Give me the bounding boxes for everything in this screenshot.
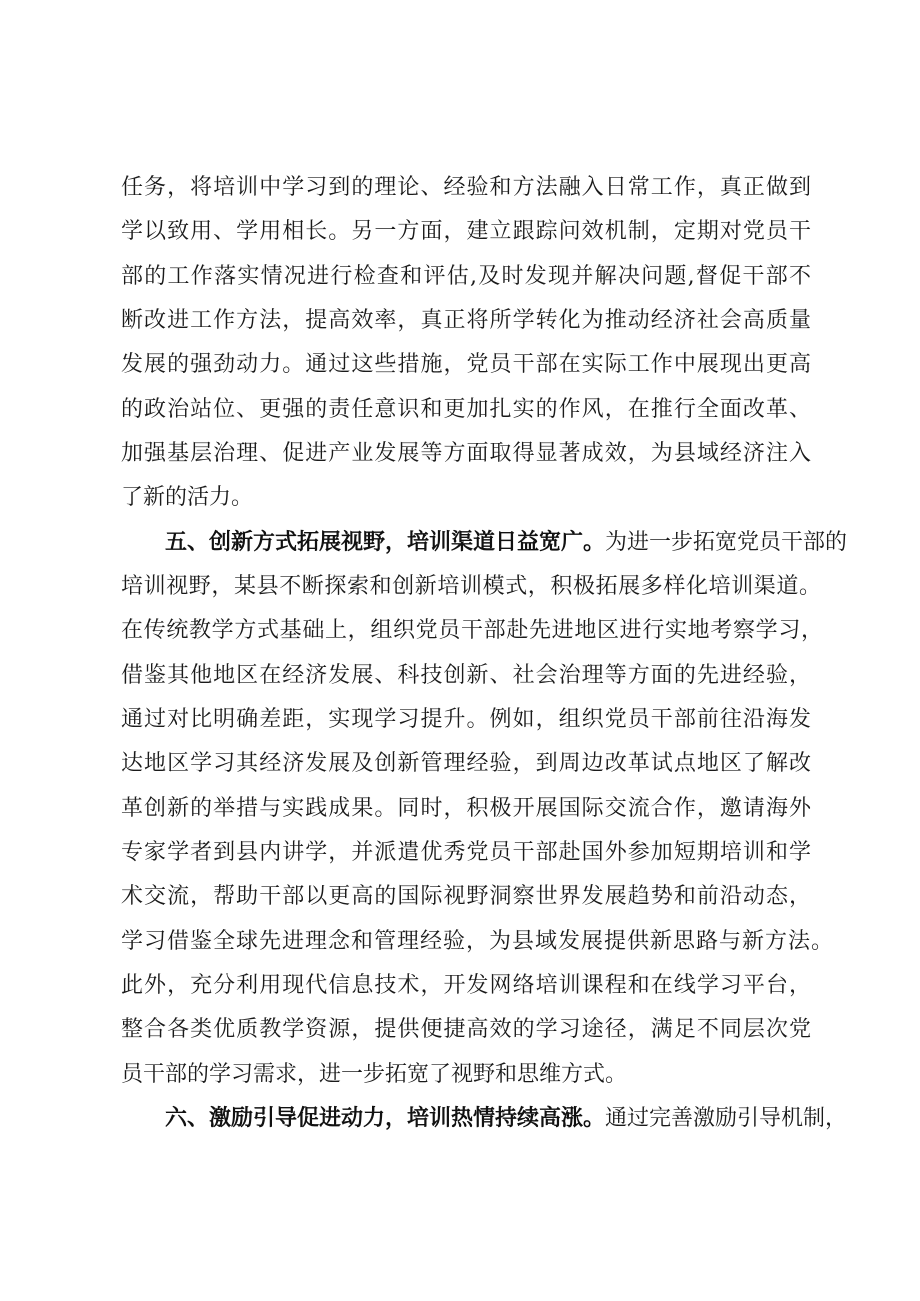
section-six-heading: 六、激励引导促进动力，培训热情持续高涨。 xyxy=(165,1106,606,1131)
body-text-line: 专家学者到县内讲学，并派遣优秀党员干部赴国外参加短期培训和学 xyxy=(121,840,811,865)
body-text-line: 学以致用、学用相长。另一方面，建立跟踪问效机制，定期对党员干 xyxy=(121,219,811,244)
body-text-line: 借鉴其他地区在经济发展、科技创新、社会治理等方面的先进经验， xyxy=(121,663,811,688)
body-text-line: 任务，将培训中学习到的理论、经验和方法融入日常工作，真正做到 xyxy=(121,175,811,200)
section-five-first-line-text: 为进一步拓宽党员干部的 xyxy=(605,530,848,555)
body-text-line: 的政治站位、更强的责任意识和更加扎实的作风，在推行全面改革、 xyxy=(121,397,811,422)
body-text-line: 了新的活力。 xyxy=(121,485,254,510)
body-text-line: 达地区学习其经济发展及创新管理经验，到周边改革试点地区了解改 xyxy=(121,751,811,776)
body-text-line: 部的工作落实情况进行检查和评估,及时发现并解决问题,督促干部不 xyxy=(121,264,811,289)
section-five-first-line xyxy=(165,521,848,565)
body-text-line: 断改进工作方法，提高效率，真正将所学转化为推动经济社会高质量 xyxy=(121,308,811,333)
body-text-line: 此外，充分利用现代信息技术，开发网络培训课程和在线学习平台， xyxy=(121,973,811,998)
section-five-heading: 五、创新方式拓展视野，培训渠道日益宽广。 xyxy=(165,530,606,555)
body-text-line: 加强基层治理、促进产业发展等方面取得显著成效，为县域经济注入 xyxy=(121,441,811,466)
body-text-line: 通过对比明确差距，实现学习提升。例如，组织党员干部前往沿海发 xyxy=(121,707,811,732)
body-text-line: 整合各类优质教学资源，提供便捷高效的学习途径，满足不同层次党 xyxy=(121,1017,811,1042)
body-text-line: 革创新的举措与实践成果。同时，积极开展国际交流合作，邀请海外 xyxy=(121,796,811,821)
section-six-first-line-text: 通过完善激励引导机制， xyxy=(605,1106,848,1131)
body-text-line: 培训视野，某县不断探索和创新培训模式，积极拓展多样化培训渠道。 xyxy=(121,574,821,599)
body-text-line: 发展的强劲动力。通过这些措施，党员干部在实际工作中展现出更高 xyxy=(121,352,811,377)
body-text-line: 术交流，帮助干部以更高的国际视野洞察世界发展趋势和前沿动态， xyxy=(121,884,811,909)
body-text-line: 员干部的学习需求，进一步拓宽了视野和思维方式。 xyxy=(121,1062,628,1087)
section-six-first-line xyxy=(165,1097,848,1141)
body-text-line: 学习借鉴全球先进理念和管理经验，为县域发展提供新思路与新方法。 xyxy=(121,929,833,954)
body-text-line: 在传统教学方式基础上，组织党员干部赴先进地区进行实地考察学习， xyxy=(121,618,823,643)
